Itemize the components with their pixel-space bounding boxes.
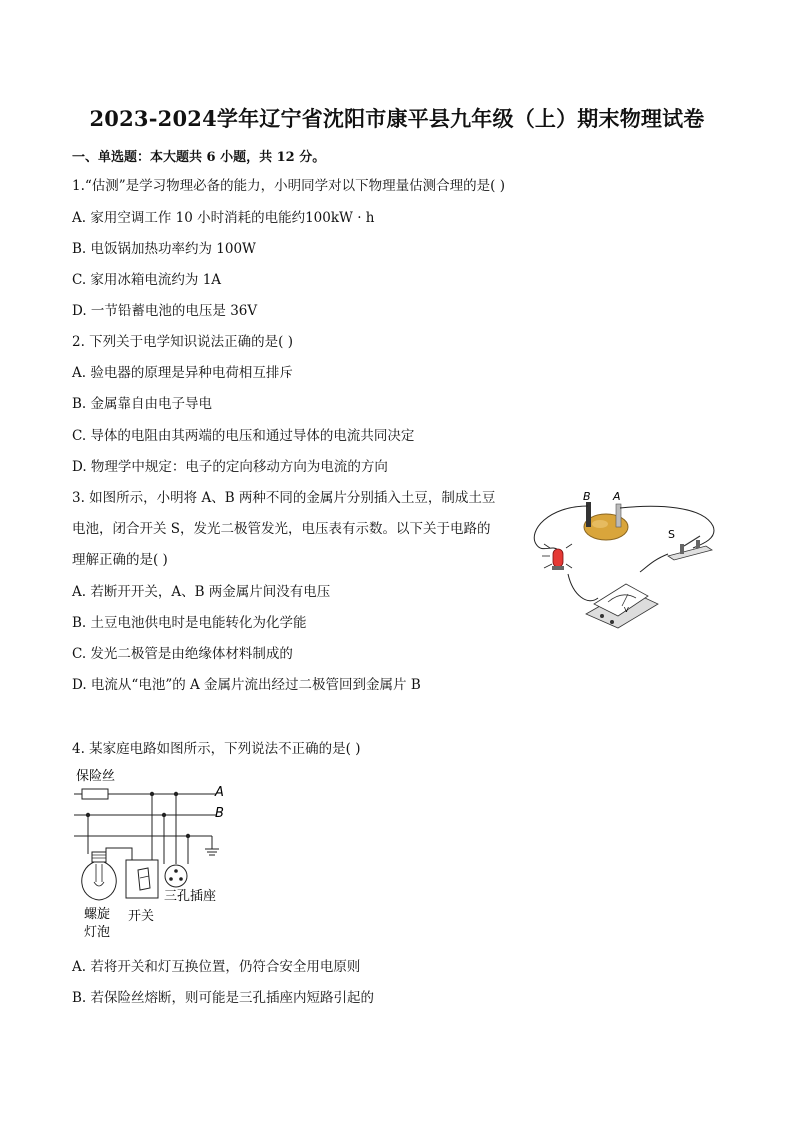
q1-option-d: D. 一节铅蓄电池的电压是 36V [72, 303, 258, 319]
bulb-label-line1: 螺旋 [84, 907, 111, 922]
q4-stem: 4. 某家庭电路如图所示，下列说法不正确的是( ) [72, 741, 361, 757]
q2-option-d: D. 物理学中规定：电子的定向移动方向为电流的方向 [72, 459, 388, 475]
q1-stem: 1.“估测”是学习物理必备的能力，小明同学对以下物理量估测合理的是( ) [72, 178, 506, 194]
fuse-icon [82, 789, 108, 799]
line-b-label: B [215, 806, 224, 821]
switch-label: 开关 [128, 909, 155, 924]
ground-icon [205, 836, 219, 855]
page-title: 2023-2024学年辽宁省沈阳市康平县九年级（上）期末物理试卷 [89, 106, 705, 131]
voltmeter-icon [586, 584, 658, 628]
q2-option-c: C. 导体的电阻由其两端的电压和通过导体的电流共同决定 [72, 428, 415, 444]
q3-stem-line-3: 理解正确的是( ) [72, 552, 168, 568]
q2-stem: 2. 下列关于电学知识说法正确的是( ) [72, 334, 293, 350]
socket-label: 三孔插座 [164, 889, 217, 904]
bulb-label-line2: 灯泡 [84, 925, 111, 940]
q3-stem-line-2: 电池，闭合开关 S，发光二极管发光，电压表有示数。以下关于电路的 [72, 521, 491, 537]
socket-icon [165, 865, 187, 887]
q4-household-circuit-figure [66, 766, 236, 942]
bulb-icon [82, 852, 116, 900]
q3-potato-circuit-figure [528, 486, 728, 636]
label-s: S [668, 528, 675, 541]
metal-plate-a [616, 504, 621, 527]
q1-option-b: B. 电饭锅加热功率约为 100W [72, 241, 256, 257]
line-a-label: A [215, 785, 224, 800]
q2-option-a: A. 验电器的原理是异种电荷相互排斥 [72, 365, 293, 381]
label-v: V [624, 606, 629, 614]
label-b: B [583, 490, 591, 503]
switch-icon [126, 860, 158, 898]
label-a: A [613, 490, 621, 503]
q4-option-a: A. 若将开关和灯互换位置，仍符合安全用电原则 [72, 959, 361, 975]
led-icon [542, 544, 572, 570]
q4-option-b: B. 若保险丝熔断，则可能是三孔插座内短路引起的 [72, 990, 375, 1006]
q2-option-b: B. 金属靠自由电子导电 [72, 396, 213, 412]
q1-option-c: C. 家用冰箱电流约为 1A [72, 272, 222, 288]
q1-option-a: A. 家用空调工作 10 小时消耗的电能约100kW · h [72, 210, 375, 226]
q3-option-a: A. 若断开开关，A、B 两金属片间没有电压 [72, 584, 331, 600]
q3-option-c: C. 发光二极管是由绝缘体材料制成的 [72, 646, 293, 662]
q3-option-d: D. 电流从“电池”的 A 金属片流出经过二极管回到金属片 B [72, 677, 421, 693]
fuse-label: 保险丝 [76, 769, 116, 784]
q3-option-b: B. 土豆电池供电时是电能转化为化学能 [72, 615, 307, 631]
q3-stem-line-1: 3. 如图所示，小明将 A、B 两种不同的金属片分别插入土豆，制成土豆 [72, 490, 496, 506]
section-heading: 一、单选题：本大题共 6 小题，共 12 分。 [72, 150, 326, 165]
